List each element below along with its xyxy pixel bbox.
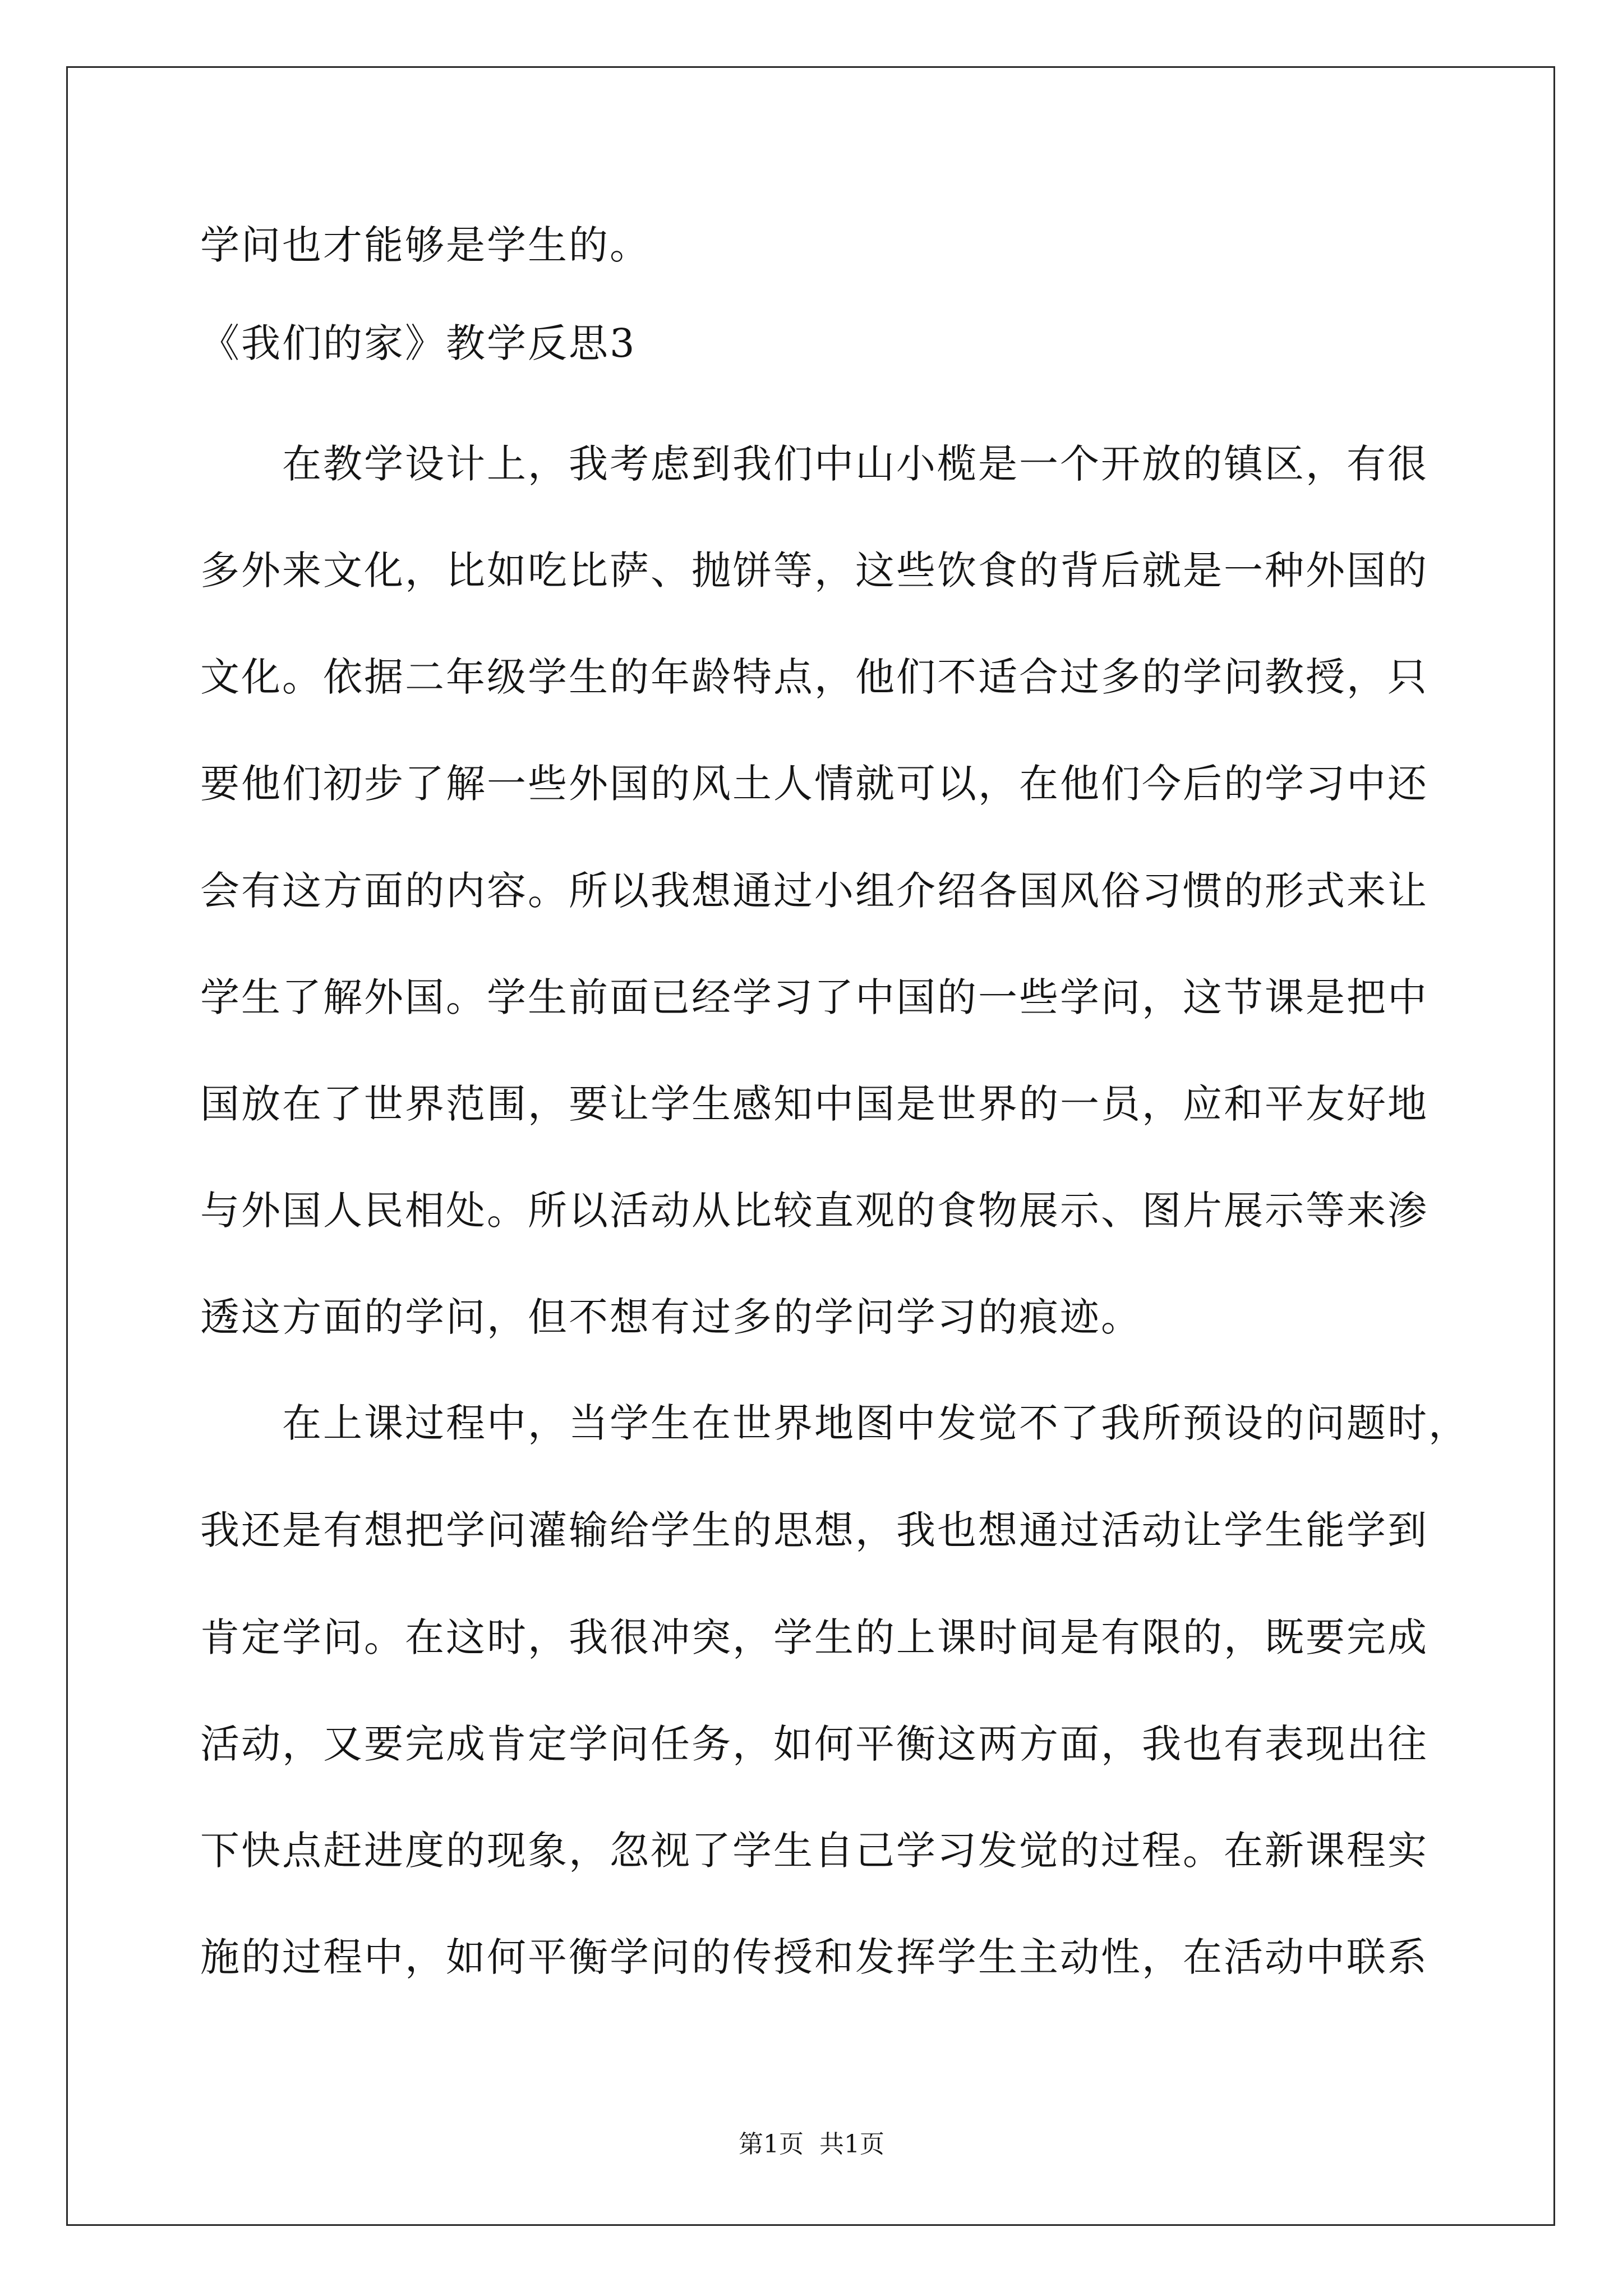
text-line: 与外国人民相处。所以活动从比较直观的食物展示、图片展示等来渗 [200, 1188, 1428, 1234]
text-line: 学生了解外国。学生前面已经学习了中国的一些学问，这节课是把中 [200, 974, 1428, 1020]
text-line: 学问也才能够是学生的。 [200, 222, 651, 268]
section-heading: 《我们的家》教学反思3 [200, 320, 637, 366]
text-line: 国放在了世界范围，要让学生感知中国是世界的一员，应和平友好地 [200, 1081, 1428, 1127]
text-line: 多外来文化，比如吃比萨、抛饼等，这些饮食的背后就是一种外国的 [200, 547, 1428, 593]
page-border [66, 66, 1555, 2226]
text-line: 施的过程中，如何平衡学问的传授和发挥学生主动性，在活动中联系 [200, 1934, 1428, 1980]
text-line: 文化。依据二年级学生的年龄特点，他们不适合过多的学问教授，只 [200, 654, 1428, 700]
text-line: 下快点赶进度的现象，忽视了学生自己学习发觉的过程。在新课程实 [200, 1828, 1428, 1874]
text-line: 会有这方面的内容。所以我想通过小组介绍各国风俗习惯的形式来让 [200, 868, 1428, 914]
text-line: 在教学设计上，我考虑到我们中山小榄是一个开放的镇区，有很 [200, 441, 1428, 487]
text-line: 在上课过程中，当学生在世界地图中发觉不了我所预设的问题时， [200, 1400, 1469, 1446]
text-line: 透这方面的学问，但不想有过多的学问学习的痕迹。 [200, 1294, 1142, 1340]
text-line: 肯定学问。在这时，我很冲突，学生的上课时间是有限的，既要完成 [200, 1614, 1428, 1660]
text-line: 我还是有想把学问灌输给学生的思想，我也想通过活动让学生能学到 [200, 1507, 1428, 1553]
text-line: 活动，又要完成肯定学问任务，如何平衡这两方面，我也有表现出往 [200, 1721, 1428, 1767]
page-number-footer: 第1页 共1页 [739, 2130, 884, 2159]
text-line: 要他们初步了解一些外国的风土人情就可以，在他们今后的学习中还 [200, 761, 1428, 807]
